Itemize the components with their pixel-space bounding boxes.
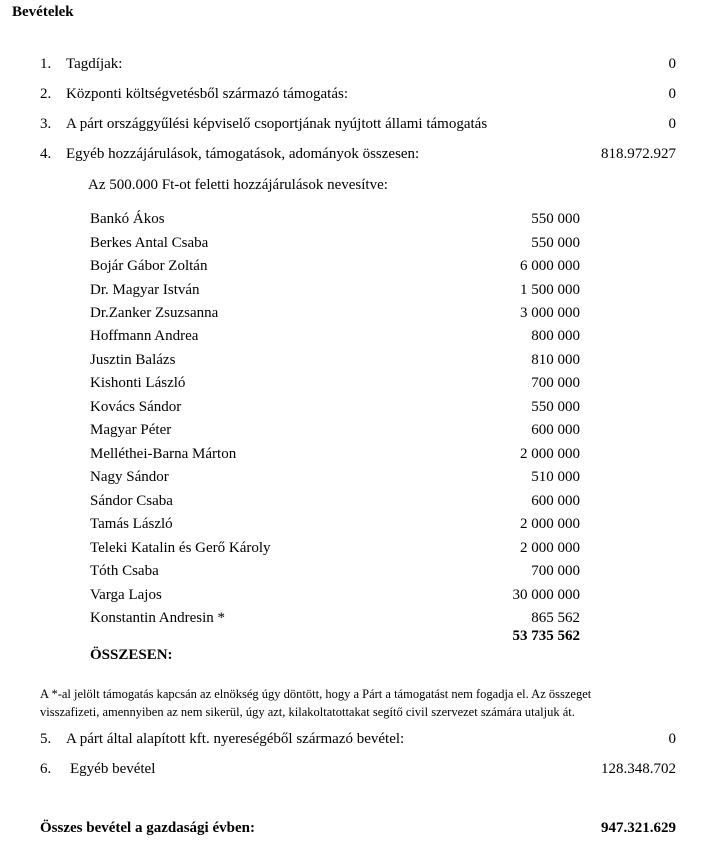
donor-amount: 510 000 — [531, 469, 580, 485]
donor-name: Bankó Ákos — [90, 211, 165, 227]
donor-amount: 2 000 000 — [520, 446, 580, 462]
donor-name: Dr. Magyar István — [90, 282, 200, 298]
footnote-line: visszafizeti, amennyiben az nem sikerül, úgy azt, kilakoltatottakat segítő civil szervezet számára utaljuk át. — [40, 705, 575, 719]
donor-amount: 550 000 — [531, 211, 580, 227]
donor-name: Bojár Gábor Zoltán — [90, 258, 208, 274]
donor-name: Dr.Zanker Zsuzsanna — [90, 305, 219, 321]
donors-subtitle: Az 500.000 Ft-ot feletti hozzájárulások nevesítve: — [88, 177, 388, 193]
donor-amount: 2 000 000 — [520, 540, 580, 556]
item-label: A párt által alapított kft. nyereségéből származó bevétel: — [66, 731, 405, 747]
donor-amount: 600 000 — [531, 493, 580, 509]
item-number: 4. — [40, 146, 52, 162]
donor-amount: 700 000 — [531, 375, 580, 391]
item-number: 1. — [40, 56, 52, 72]
item-value: 128.348.702 — [601, 761, 676, 777]
item-number: 5. — [40, 731, 52, 747]
total-value: 947.321.629 — [601, 820, 676, 836]
donors-total-label: ÖSSZESEN: — [90, 647, 173, 663]
donor-amount: 700 000 — [531, 563, 580, 579]
donor-name: Varga Lajos — [90, 587, 162, 603]
donor-name: Melléthei-Barna Márton — [90, 446, 237, 462]
donor-amount: 865 562 — [531, 610, 580, 626]
donor-amount: 600 000 — [531, 422, 580, 438]
item-label: Egyéb bevétel — [70, 761, 156, 777]
donor-name: Nagy Sándor — [90, 469, 169, 485]
donor-name: Teleki Katalin és Gerő Károly — [90, 540, 271, 556]
donor-amount: 810 000 — [531, 352, 580, 368]
footnote-line: A *-al jelölt támogatás kapcsán az elnökség úgy döntött, hogy a Párt a támogatást nem fogadja el. Az összeget — [40, 687, 592, 701]
donor-name: Magyar Péter — [90, 422, 172, 438]
donor-name: Kovács Sándor — [90, 399, 182, 415]
donor-name: Jusztin Balázs — [90, 352, 176, 368]
item-number: 6. — [40, 761, 52, 777]
item-label: A párt országgyűlési képviselő csoportjának nyújtott állami támogatás — [66, 116, 488, 132]
donor-amount: 1 500 000 — [520, 282, 580, 298]
item-value: 818.972.927 — [601, 146, 676, 162]
donor-name: Kishonti László — [90, 375, 186, 391]
donor-amount: 550 000 — [531, 399, 580, 415]
item-value: 0 — [668, 116, 676, 132]
total-label: Összes bevétel a gazdasági évben: — [40, 820, 255, 836]
donor-name: Hoffmann Andrea — [90, 328, 199, 344]
donor-name: Sándor Csaba — [90, 493, 173, 509]
item-value: 0 — [668, 731, 676, 747]
item-label: Egyéb hozzájárulások, támogatások, adományok összesen: — [66, 146, 420, 162]
donor-amount: 550 000 — [531, 235, 580, 251]
section-heading: Bevételek — [12, 4, 74, 20]
donors-total-value: 53 735 562 — [512, 628, 580, 644]
item-value: 0 — [668, 56, 676, 72]
item-label: Tagdíjak: — [66, 56, 123, 72]
donor-amount: 3 000 000 — [520, 305, 580, 321]
donor-name: Tóth Csaba — [90, 563, 159, 579]
donor-amount: 30 000 000 — [512, 587, 580, 603]
donor-name: Konstantin Andresin * — [90, 610, 225, 626]
item-value: 0 — [668, 86, 676, 102]
donor-amount: 6 000 000 — [520, 258, 580, 274]
donor-name: Berkes Antal Csaba — [90, 235, 209, 251]
donor-amount: 2 000 000 — [520, 516, 580, 532]
item-number: 3. — [40, 116, 52, 132]
donor-amount: 800 000 — [531, 328, 580, 344]
item-label: Központi költségvetésből származó támogatás: — [66, 86, 349, 102]
item-number: 2. — [40, 86, 52, 102]
donor-name: Tamás László — [90, 516, 173, 532]
